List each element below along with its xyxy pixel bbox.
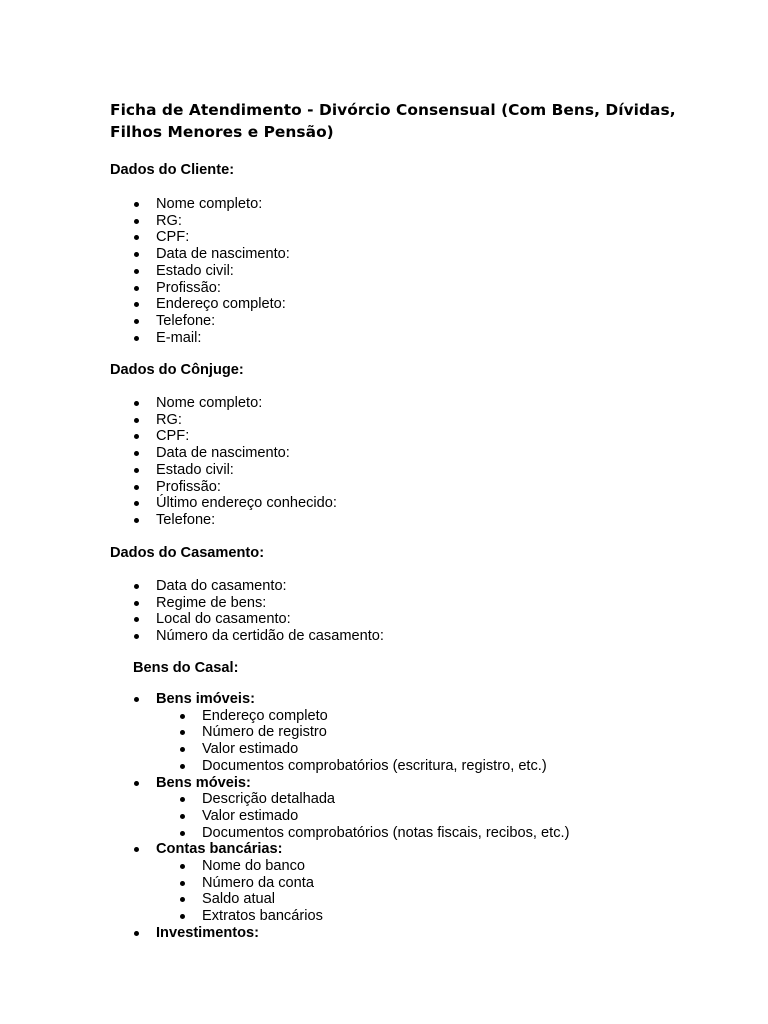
list-item: Endereço completo bbox=[156, 708, 569, 725]
list-item: Documentos comprobatórios (escritura, registro, etc.) bbox=[156, 758, 569, 775]
list-item: Data de nascimento: bbox=[0, 246, 290, 263]
list-item: Saldo atual bbox=[156, 891, 569, 908]
list-item: Local do casamento: bbox=[0, 611, 384, 628]
list-item: Valor estimado bbox=[156, 808, 569, 825]
list-item: Estado civil: bbox=[0, 263, 290, 280]
list-item: Número de registro bbox=[156, 724, 569, 741]
list-item: Número da conta bbox=[156, 875, 569, 892]
bank-accounts-items-list bbox=[156, 858, 569, 925]
list-item: RG: bbox=[0, 213, 290, 230]
list-item: Endereço completo: bbox=[0, 296, 290, 313]
list-item: Último endereço conhecido: bbox=[0, 495, 337, 512]
list-item: Telefone: bbox=[0, 512, 337, 529]
list-item: CPF: bbox=[0, 229, 290, 246]
list-item: Documentos comprobatórios (notas fiscais, recibos, etc.) bbox=[156, 825, 569, 842]
assets-group-real-estate bbox=[0, 691, 569, 775]
list-item: RG: bbox=[0, 412, 337, 429]
list-item: Valor estimado bbox=[156, 741, 569, 758]
marriage-section-heading: Dados do Casamento: bbox=[110, 545, 265, 561]
group-label: Bens móveis: bbox=[156, 774, 251, 791]
list-item: Descrição detalhada bbox=[156, 791, 569, 808]
document-title: Ficha de Atendimento - Divórcio Consensual (Com Bens, Dívidas, Filhos Menores e Pensão) bbox=[110, 101, 676, 141]
list-item: Extratos bancários bbox=[156, 908, 569, 925]
list-item: Nome completo: bbox=[0, 395, 337, 412]
list-item: Estado civil: bbox=[0, 462, 337, 479]
assets-group-bank-accounts bbox=[0, 841, 569, 925]
assets-section-heading: Bens do Casal: bbox=[133, 660, 239, 676]
list-item: Profissão: bbox=[0, 280, 290, 297]
spouse-section-heading: Dados do Cônjuge: bbox=[110, 362, 244, 378]
list-item: Data do casamento: bbox=[0, 578, 384, 595]
group-label: Contas bancárias: bbox=[156, 841, 283, 858]
client-fields-list bbox=[0, 196, 290, 346]
client-section-heading: Dados do Cliente: bbox=[110, 162, 235, 178]
list-item: Data de nascimento: bbox=[0, 445, 337, 462]
movables-items-list bbox=[156, 791, 569, 841]
real-estate-items-list bbox=[156, 708, 569, 775]
assets-group-investments bbox=[0, 925, 569, 942]
spouse-fields-list bbox=[0, 395, 337, 529]
list-item: CPF: bbox=[0, 428, 337, 445]
list-item: Profissão: bbox=[0, 479, 337, 496]
list-item: Nome completo: bbox=[0, 196, 290, 213]
list-item: Nome do banco bbox=[156, 858, 569, 875]
assets-group-movables bbox=[0, 775, 569, 842]
group-label: Bens imóveis: bbox=[156, 691, 255, 707]
list-item: Regime de bens: bbox=[0, 595, 384, 612]
list-item: E-mail: bbox=[0, 330, 290, 347]
list-item: Telefone: bbox=[0, 313, 290, 330]
list-item: Número da certidão de casamento: bbox=[0, 628, 384, 645]
group-label: Investimentos: bbox=[156, 924, 259, 941]
marriage-fields-list bbox=[0, 578, 384, 645]
assets-groups-list bbox=[0, 691, 569, 942]
